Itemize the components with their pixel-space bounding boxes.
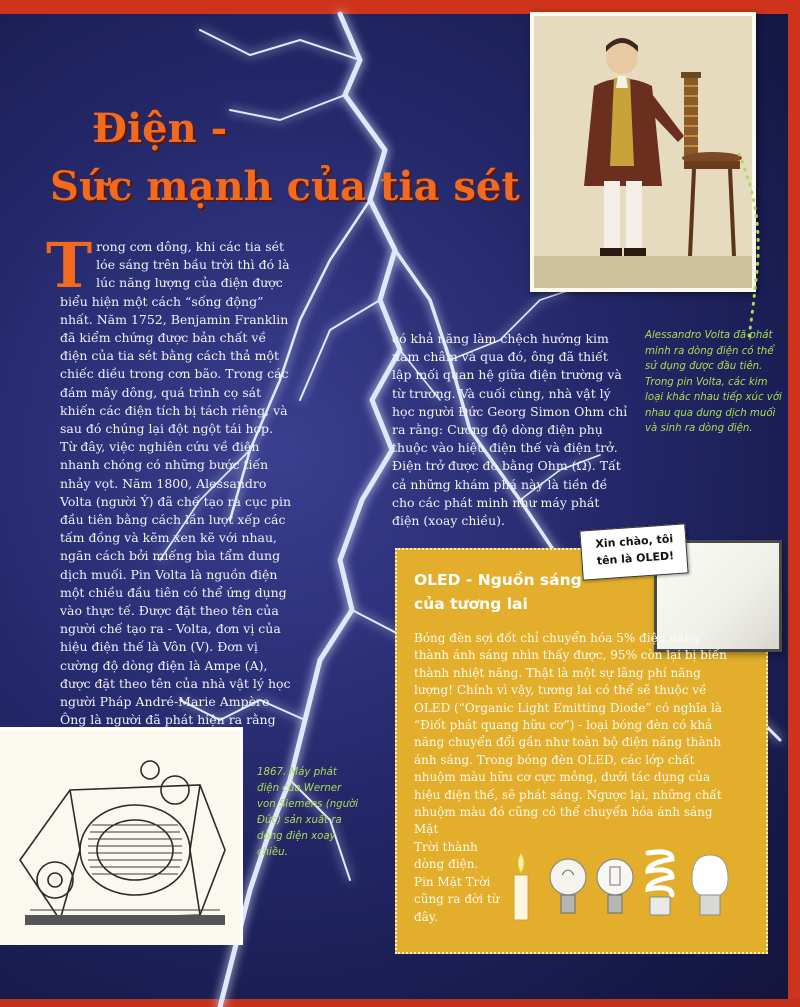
title-line-1: Điện - bbox=[92, 105, 228, 152]
volta-portrait-image bbox=[530, 12, 756, 292]
dotted-connector bbox=[735, 150, 775, 340]
title-line-2: Sức mạnh của tia sét bbox=[50, 163, 520, 210]
article-column-2: có khả năng làm chệch hướng kim nam châm và qua đó, ông đã thiết lập mối quan hệ giữa điện trường và từ trường. Và cuối cùng, nhà vật lý học người Đức Georg Simon Ohm chỉ ra rằng: Cường độ dòng điện phụ thuộc vào hiệu điện thế và điện trở. Điện trở được đo bằng Ohm (Ω). Tất cả những khám phá này là tiền đề cho các phát minh như máy phát điện (xoay chiều). bbox=[392, 331, 628, 529]
oled-title-line-2: của tương lai bbox=[414, 595, 528, 613]
light-bulbs-illustration bbox=[500, 845, 740, 925]
volta-portrait-illustration bbox=[534, 16, 752, 288]
speech-bubble-line-2: tên là OLED! bbox=[596, 549, 675, 568]
oled-box-title bbox=[414, 568, 634, 616]
oled-text-tail: Trời thành dòng điện. Pin Mặt Trời cũng ra đời từ đây. bbox=[414, 839, 500, 924]
oled-text-main: Bóng đèn sợi đốt chỉ chuyển hóa 5% điện năng thành ánh sáng nhìn thấy được, 95% còn lại bị biến thành nhiệt năng. Thật là một sự lãng phí năng lượng! Chính vì vậy, tương lai có thể sẽ thuộc về OLED (“Organic Light Emitting Diode” có nghĩa là “Điốt phát quang hữu cơ”) - loại bóng đèn có khả năng chuyển đổi gần như toàn bộ điện năng thành ánh sáng. Trong bóng đèn OLED, các lớp chất nhuộm màu hữu cơ cực mỏng, dưới tác dụng của hiệu điện thế, sẽ phát sáng. Ngược lại, những chất nhuộm màu đó cũng có thể chuyển hóa ánh sáng Mặt bbox=[414, 631, 727, 837]
generator-caption: 1867. Máy phát điện của Werner von Siemens (người Đức) sản xuất ra dòng điện xoay chiều. bbox=[257, 767, 359, 858]
volta-caption: Alessandro Volta đã phát minh ra dòng điện có thể sử dụng được đầu tiên. Trong pin Volta, các kim loại khác nhau tiếp xúc với nhau qua dung dịch muối và sinh ra dòng điện. bbox=[645, 330, 782, 434]
generator-engraving-image bbox=[0, 727, 243, 945]
incandescent-bulb-icon bbox=[550, 859, 586, 913]
oled-title-line-1: OLED - Nguồn sáng bbox=[414, 571, 582, 589]
candle-icon bbox=[514, 853, 528, 920]
halogen-bulb-icon bbox=[597, 859, 633, 913]
drop-cap: T bbox=[46, 229, 93, 302]
siemens-generator-illustration bbox=[0, 730, 240, 945]
led-bulb-icon bbox=[692, 855, 728, 915]
page-title bbox=[50, 100, 550, 216]
article-column-1 bbox=[46, 229, 292, 748]
cfl-bulb-icon bbox=[648, 852, 672, 915]
speech-bubble-line-1: Xin chào, tôi bbox=[594, 532, 674, 551]
article-column-1-text: rong cơn dông, khi các tia sét lóe sáng trên bầu trời thì đó là lúc năng lượng của điện được biểu hiện một cách “sống động” nhất. Năm 1752, Benjamin Franklin đã kiểm chứng được bản chất về điện của tia sét bằng cách thả một chiếc diều trong cơn bão. Trong các đám mây dông, quá trình cọ sát khiến các điện tích bị tách riêng, và sau đó chúng lại đột ngột tái hợp. Từ đây, việc nghiên cứu về điện nhanh chóng có những bước tiến nhảy vọt. Năm 1800, Alessandro Volta (người Ý) đã chế tạo ra cục pin đầu tiên bằng cách lần lượt xếp các tấm đồng và kẽm xen kẽ với nhau, ngăn cách bởi miếng bìa tẩm dung dịch muối. Pin Volta là nguồn điện một chiều đầu tiên có thể ứng dụng vào thực tế. Được đặt theo tên của người chế tạo ra - Volta, đơn vị của hiệu điện thế là Vôn (V). Đơn vị cường độ dòng điện là Ampe (A), được đặt theo tên của nhà vật lý học người Pháp André-Marie Ampère. Ông là người đã phát hiện ra rằng bbox=[60, 239, 292, 728]
